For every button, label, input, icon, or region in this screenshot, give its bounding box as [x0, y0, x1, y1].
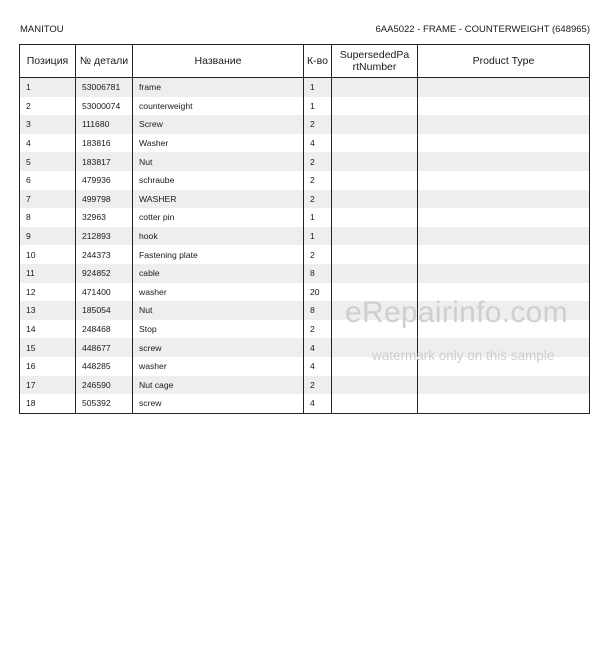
cell-part-number: 246590 — [76, 376, 133, 395]
cell-part-number: 499798 — [76, 190, 133, 209]
cell-superseded — [332, 78, 418, 97]
cell-superseded — [332, 376, 418, 395]
table-row — [20, 152, 590, 171]
cell-position: 2 — [20, 97, 76, 116]
cell-name: screw — [133, 338, 304, 357]
cell-position: 10 — [20, 245, 76, 264]
cell-position: 8 — [20, 208, 76, 227]
column-header-position: Позиция — [20, 45, 76, 78]
cell-superseded — [332, 227, 418, 246]
cell-part-number: 244373 — [76, 245, 133, 264]
cell-product-type — [418, 264, 590, 283]
cell-part-number: 248468 — [76, 320, 133, 339]
cell-position: 5 — [20, 152, 76, 171]
cell-name: washer — [133, 357, 304, 376]
cell-product-type — [418, 97, 590, 116]
brand-label: MANITOU — [20, 24, 64, 35]
cell-name: washer — [133, 283, 304, 302]
table-row — [20, 264, 590, 283]
cell-quantity: 2 — [304, 190, 332, 209]
cell-part-number: 53000074 — [76, 97, 133, 116]
cell-name: Nut — [133, 152, 304, 171]
cell-part-number: 924852 — [76, 264, 133, 283]
cell-product-type — [418, 208, 590, 227]
cell-product-type — [418, 376, 590, 395]
cell-name: counterweight — [133, 97, 304, 116]
cell-superseded — [332, 245, 418, 264]
cell-name: Stop — [133, 320, 304, 339]
table-row — [20, 376, 590, 395]
table-row — [20, 394, 590, 413]
cell-position: 14 — [20, 320, 76, 339]
cell-superseded — [332, 115, 418, 134]
cell-part-number: 471400 — [76, 283, 133, 302]
table-row — [20, 171, 590, 190]
cell-quantity: 1 — [304, 78, 332, 97]
cell-part-number: 111680 — [76, 115, 133, 134]
cell-position: 4 — [20, 134, 76, 153]
cell-name: cotter pin — [133, 208, 304, 227]
table-row — [20, 115, 590, 134]
cell-quantity: 2 — [304, 245, 332, 264]
cell-part-number: 185054 — [76, 301, 133, 320]
cell-superseded — [332, 134, 418, 153]
cell-name: hook — [133, 227, 304, 246]
table-header-row — [20, 45, 590, 78]
cell-quantity: 20 — [304, 283, 332, 302]
cell-name: Fastening plate — [133, 245, 304, 264]
table-row — [20, 208, 590, 227]
cell-quantity: 1 — [304, 227, 332, 246]
column-header-part-number: № детали — [76, 45, 133, 78]
cell-part-number: 479936 — [76, 171, 133, 190]
column-header-quantity: К-во — [304, 45, 332, 78]
cell-product-type — [418, 115, 590, 134]
cell-quantity: 4 — [304, 338, 332, 357]
cell-quantity: 2 — [304, 320, 332, 339]
cell-position: 12 — [20, 283, 76, 302]
cell-superseded — [332, 152, 418, 171]
cell-position: 17 — [20, 376, 76, 395]
cell-position: 1 — [20, 78, 76, 97]
cell-part-number: 183816 — [76, 134, 133, 153]
cell-position: 18 — [20, 394, 76, 413]
cell-quantity: 2 — [304, 171, 332, 190]
cell-product-type — [418, 190, 590, 209]
table-row — [20, 134, 590, 153]
cell-name: screw — [133, 394, 304, 413]
cell-product-type — [418, 394, 590, 413]
cell-position: 15 — [20, 338, 76, 357]
watermark-site: eRepairinfo.com — [345, 296, 568, 329]
cell-quantity: 8 — [304, 301, 332, 320]
document-title: 6AA5022 - FRAME - COUNTERWEIGHT (648965) — [375, 24, 590, 35]
cell-part-number: 448677 — [76, 338, 133, 357]
cell-position: 9 — [20, 227, 76, 246]
cell-name: Nut cage — [133, 376, 304, 395]
cell-product-type — [418, 171, 590, 190]
cell-product-type — [418, 78, 590, 97]
cell-part-number: 53006781 — [76, 78, 133, 97]
cell-name: Nut — [133, 301, 304, 320]
cell-quantity: 2 — [304, 115, 332, 134]
cell-superseded — [332, 97, 418, 116]
cell-quantity: 1 — [304, 208, 332, 227]
cell-name: frame — [133, 78, 304, 97]
cell-name: Washer — [133, 134, 304, 153]
column-header-superseded: SupersededPa rtNumber — [332, 45, 418, 78]
cell-quantity: 8 — [304, 264, 332, 283]
cell-name: Screw — [133, 115, 304, 134]
cell-quantity: 4 — [304, 134, 332, 153]
cell-name: schraube — [133, 171, 304, 190]
cell-product-type — [418, 152, 590, 171]
cell-part-number: 448285 — [76, 357, 133, 376]
cell-position: 13 — [20, 301, 76, 320]
cell-quantity: 4 — [304, 357, 332, 376]
cell-superseded — [332, 264, 418, 283]
cell-product-type — [418, 134, 590, 153]
cell-part-number: 212893 — [76, 227, 133, 246]
cell-position: 7 — [20, 190, 76, 209]
cell-part-number: 183817 — [76, 152, 133, 171]
cell-part-number: 32963 — [76, 208, 133, 227]
cell-position: 6 — [20, 171, 76, 190]
column-header-name: Название — [133, 45, 304, 78]
table-row — [20, 245, 590, 264]
cell-superseded — [332, 190, 418, 209]
cell-superseded — [332, 394, 418, 413]
cell-quantity: 2 — [304, 376, 332, 395]
cell-quantity: 1 — [304, 97, 332, 116]
cell-position: 16 — [20, 357, 76, 376]
cell-product-type — [418, 227, 590, 246]
cell-quantity: 2 — [304, 152, 332, 171]
table-row — [20, 227, 590, 246]
cell-superseded — [332, 208, 418, 227]
cell-name: cable — [133, 264, 304, 283]
table-row — [20, 190, 590, 209]
cell-part-number: 505392 — [76, 394, 133, 413]
cell-name: WASHER — [133, 190, 304, 209]
cell-quantity: 4 — [304, 394, 332, 413]
cell-position: 11 — [20, 264, 76, 283]
table-row — [20, 78, 590, 97]
column-header-product-type: Product Type — [418, 45, 590, 78]
cell-product-type — [418, 245, 590, 264]
table-row — [20, 97, 590, 116]
cell-superseded — [332, 171, 418, 190]
cell-position: 3 — [20, 115, 76, 134]
watermark-note: watermark only on this sample — [372, 348, 555, 363]
